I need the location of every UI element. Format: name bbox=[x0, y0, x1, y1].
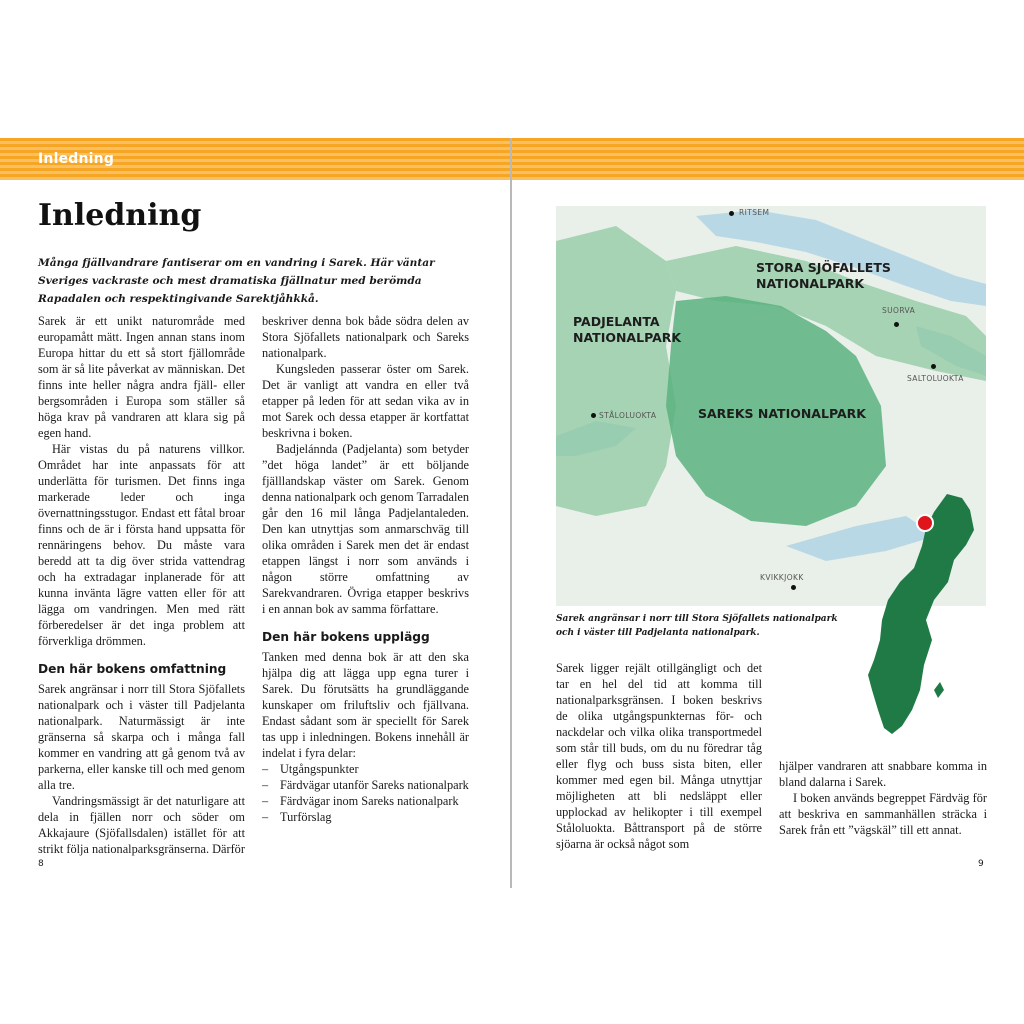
place-marker bbox=[591, 413, 596, 418]
content-list bbox=[262, 761, 469, 825]
island-gotland bbox=[934, 682, 944, 698]
paragraph: Tanken med denna bok är att den ska hjälpa dig att lägga upp egna turer i Sarek. Du förutsätts ha grundläggande kunskaper om friluftsliv och fjällvana. Endast sådant som är speciellt för Sarek tas upp i inledningen. Bokens innehåll är indelat i fyra delar: bbox=[262, 650, 469, 760]
kvikkjokk-label: KVIKKJOKK bbox=[760, 573, 804, 582]
suorva-label: SUORVA bbox=[882, 306, 916, 315]
paragraph: Vandringsmässigt är det naturligare att dela in fjällen norr och söder om Akkajaure (Sjöfallsdalen) istället för att strikt följa nationalparksgränserna. Därför bbox=[38, 794, 245, 856]
sareks-label: SAREKS NATIONALPARK bbox=[698, 406, 866, 421]
lead-paragraph: Många fjällvandrare fantiserar om en vandring i Sarek. Här väntar Sveriges vackraste och mest dramatiska fjällnatur med berömda Rapadalen och respektingivande Sarektjåhkkå. bbox=[38, 257, 435, 305]
list-item: – Turförslag bbox=[262, 809, 469, 825]
book-spine bbox=[510, 138, 512, 888]
place-marker bbox=[729, 211, 734, 216]
paragraph: Kungsleden passerar öster om Sarek. Det är vanligt att vandra en eller två etapper på leden för att sedan vika av in mot Sarek och dessa etapper är kortfattat beskrivna i boken. bbox=[262, 362, 469, 440]
paragraph: Här vistas du på naturens villkor. Området har inte anpassats för att underlätta för turismen. Det finns inga markerade leder och inga övernattningsstugor. Endast ett fåtal broar finns och de är i första hand uppsatta för rennäringens behov. Du måste vara beredd att ta dig över strida vattendrag och ha extradagar inplanerade för att kunna invänta lägre vatten eller för att lägga om vandringen. Men med rätt förberedelser är det inga problem att förverkliga drömmen. bbox=[38, 442, 245, 648]
page-number-left: 8 bbox=[38, 859, 44, 869]
staloluokta-label: STÅLOLUOKTA bbox=[599, 411, 657, 420]
section-heading: Den här bokens upplägg bbox=[262, 630, 430, 644]
sweden-inset-map bbox=[862, 490, 980, 740]
paragraph: I boken används begreppet Färdväg för att beskriva en sammanhällen sträcka i Sarek från ett ”vägskäl” till ett annat. bbox=[779, 791, 987, 837]
left-column-2 bbox=[262, 313, 469, 825]
header-band-right bbox=[512, 138, 1024, 180]
page-number-right: 9 bbox=[978, 859, 984, 869]
place-marker bbox=[894, 322, 899, 327]
place-marker bbox=[931, 364, 936, 369]
map-caption: Sarek angränsar i norr till Stora Sjöfallets nationalpark och i väster till Padjelanta nationalpark. bbox=[556, 614, 838, 638]
list-item: – Utgångspunkter bbox=[262, 761, 469, 777]
saltoluokta-label: SALTOLUOKTA bbox=[907, 374, 964, 383]
section-label: Inledning bbox=[38, 151, 115, 167]
list-item: – Färdvägar inom Sareks nationalpark bbox=[262, 793, 469, 809]
right-column-2 bbox=[779, 758, 987, 838]
paragraph: hjälper vandraren att snabbare komma in bland dalarna i Sarek. bbox=[779, 759, 987, 789]
paragraph: Sarek angränsar i norr till Stora Sjöfallets nationalpark och i väster till Padjelanta nationalpark. Naturmässigt är inte gränserna så skarpa och i många fall kommer en vandring att gå genom två av parkerna, eller kanske till och med genom alla tre. bbox=[38, 682, 245, 792]
paragraph: Badjelánnda (Padjelanta) som betyder ”det höga landet” är ett böljande fjälllandskap väster om Sarek. Genom denna nationalpark och genom Tarradalen går den 16 mil långa Padjelantaleden. Den kan utnyttjas som anmarschväg till olika områden i Sarek men det är endast etappen längst i norr som används i någon större omfattning av Sarekvandraren. Övriga etapper beskrivs i en annan bok av samma författare. bbox=[262, 442, 469, 616]
list-item: – Färdvägar utanför Sareks nationalpark bbox=[262, 777, 469, 793]
stora-sjofallet-label: STORA SJÖFALLETS NATIONALPARK bbox=[756, 260, 891, 291]
paragraph: Sarek är ett unikt naturområde med europamått mätt. Ingen annan stans inom Europa hittar du ett så stort fjällområde som är så lite påverkat av människan. Det finns inte heller några andra fjäll- eller bergsområden i Europa som ställer så höga krav på vandraren att klara sig på egen hand. bbox=[38, 314, 245, 440]
sarek-location-marker bbox=[917, 515, 933, 531]
padjelanta-label: PADJELANTA NATIONALPARK bbox=[573, 314, 682, 345]
padjelanta-area bbox=[556, 226, 676, 516]
page-title: Inledning bbox=[38, 198, 202, 233]
ritsem-label: RITSEM bbox=[739, 208, 770, 217]
place-marker bbox=[791, 585, 796, 590]
right-column-1 bbox=[556, 660, 762, 852]
section-heading: Den här bokens omfattning bbox=[38, 662, 227, 676]
left-column-1 bbox=[38, 313, 245, 857]
paragraph: beskriver denna bok både södra delen av Stora Sjöfallets nationalpark och Sareks nationalpark. bbox=[262, 314, 469, 360]
paragraph: Sarek ligger rejält otillgängligt och det tar en hel del tid att komma till nationalparksgränsen. I boken beskrivs de olika utgångspunkternas för- och nackdelar och vilka olika transportmedel som står till buds, om du nu föredrar tåg eller flyg och buss sista biten, eller kommer med egen bil. Många utnyttjar möjligheten att bli nedsläppt eller upplockad av helikopter i till exempel Ståloluokta. Båttransport på de större sjöarna är också något som bbox=[556, 661, 762, 851]
